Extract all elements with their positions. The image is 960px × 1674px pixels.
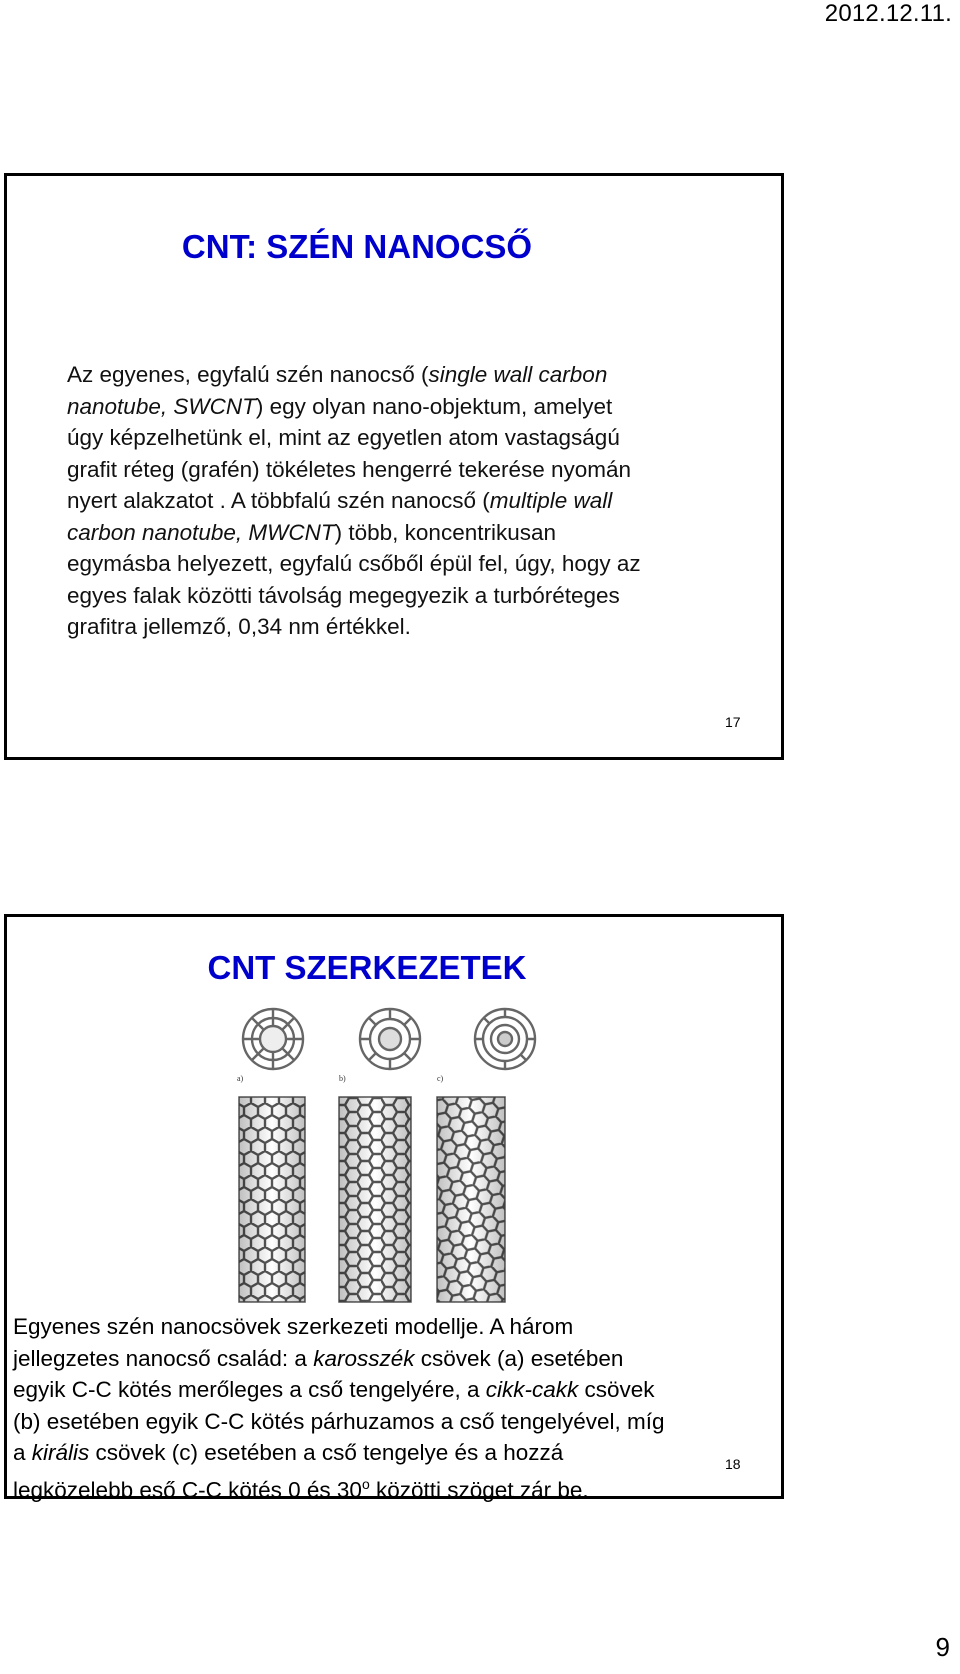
date-header: 2012.12.11. <box>824 0 952 27</box>
caption-line: Egyenes szén nanocsövek szerkezeti modellje. A három <box>13 1314 574 1339</box>
figure-caption <box>13 1311 773 1500</box>
caption-line: egyik C-C kötés merőleges a cső tengelyére, a cikk-cakk csövek <box>13 1377 655 1402</box>
slide-18 <box>4 914 784 1502</box>
slide-number: 18 <box>725 1456 741 1472</box>
page-number: 9 <box>935 1632 950 1662</box>
tube-a-side-view <box>239 1097 305 1302</box>
text-line: nanotube, SWCNT) egy olyan nano-objektum, amelyet <box>67 393 613 419</box>
caption-line: jellegzetes nanocső család: a karosszék csövek (a) esetében <box>13 1345 624 1371</box>
caption-line: (b) esetében egyik C-C kötés párhuzamos a cső tengelyével, míg <box>13 1408 665 1434</box>
tube-c-end-view <box>475 1009 535 1069</box>
tube-b-side-view <box>339 1097 411 1302</box>
text-line: egymásba helyezett, egyfalú csőből épül fel, úgy, hogy az <box>67 551 641 576</box>
slide-17 <box>4 173 784 760</box>
slide-body-text <box>67 359 767 643</box>
figure-label-a: a) <box>237 1074 244 1083</box>
text-line: grafitra jellemző, 0,34 nm értékkel. <box>67 614 411 639</box>
tube-c-side-view <box>437 1097 505 1302</box>
slide-number: 17 <box>725 714 741 730</box>
text-line: grafit réteg (grafén) tökéletes hengerré tekerése nyomán <box>67 456 632 482</box>
text-line: egyes falak közötti távolság megegyezik a turbóréteges <box>67 582 620 608</box>
slide-title: CNT SZERKEZETEK <box>207 949 527 986</box>
figure-label-c: c) <box>437 1074 444 1083</box>
text-line: carbon nanotube, MWCNT) több, koncentrikusan <box>67 519 556 545</box>
text-line: úgy képzelhetünk el, mint az egyetlen atom vastagságú <box>67 425 620 450</box>
slide-title: CNT: SZÉN NANOCSŐ <box>181 228 533 265</box>
text-line: nyert alakzatot . A többfalú szén nanocső (multiple wall <box>67 488 613 513</box>
nanotube-models-figure <box>237 1007 547 1305</box>
text-line: Az egyenes, egyfalú szén nanocső (single wall carbon <box>67 362 608 387</box>
figure-label-b: b) <box>339 1074 346 1083</box>
caption-line: a királis csövek (c) esetében a cső tengelye és a hozzá <box>13 1440 564 1465</box>
caption-line: legközelebb eső C-C kötés 0 és 30$^o$ közötti szöget zár be. <box>13 1475 589 1502</box>
tube-b-end-view <box>360 1009 420 1069</box>
tube-a-end-view <box>243 1009 303 1069</box>
